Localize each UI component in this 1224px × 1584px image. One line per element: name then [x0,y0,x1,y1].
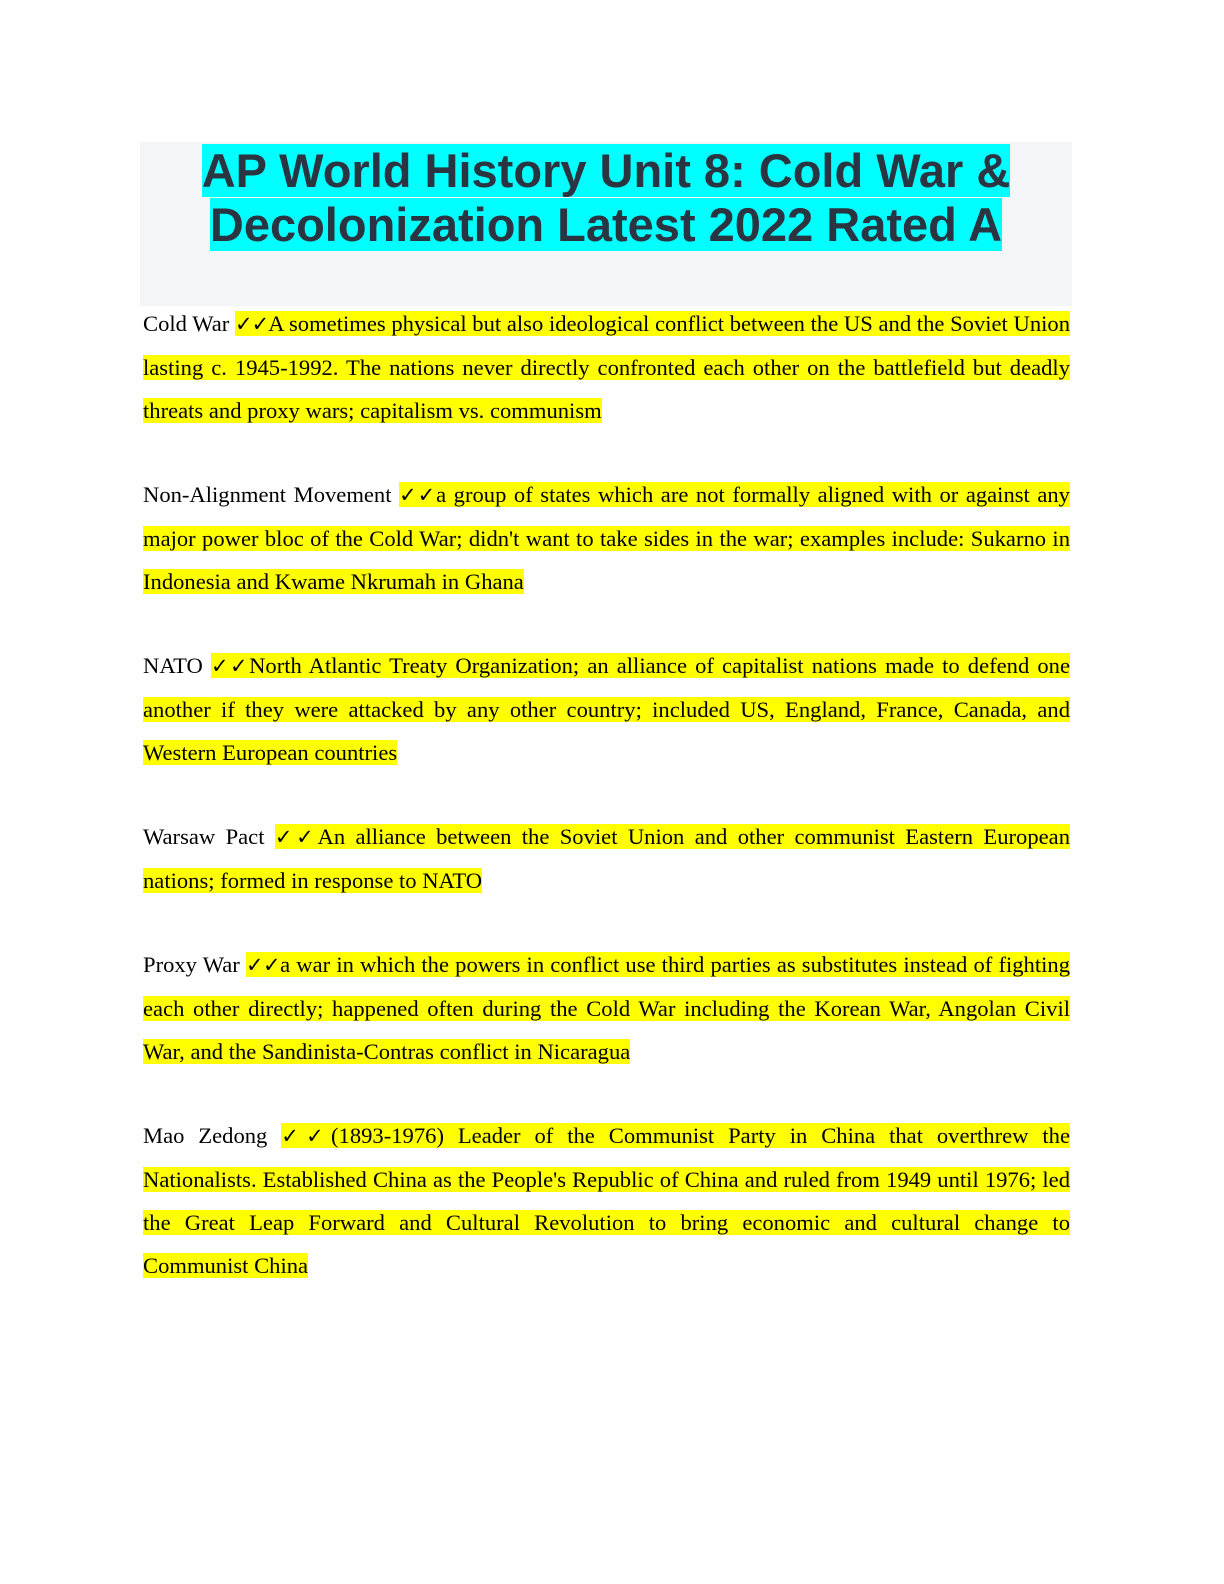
check-mark-icon: ✓✓ [234,312,269,336]
list-item [143,473,1070,603]
flashcard-list [143,302,1070,1328]
definition-text: a war in which the powers in conflict use third parties as substitutes instead of fighting each other directly; happened often during the Cold War including the Korean War, Angolan Civil War, and the Sandinista-Contras conflict in Nicaragua [143,952,1071,1064]
entry-definition [143,1123,1070,1278]
title-line-2: Decolonization Latest 2022 Rated A [209,198,1003,251]
list-item [143,943,1070,1073]
entry-term: Mao Zedong [143,1123,268,1148]
title-block [140,142,1072,306]
definition-text: An alliance between the Soviet Union and other communist Eastern European nations; formed in response to NATO [143,824,1070,893]
entry-definition [143,952,1070,1064]
check-mark-icon: ✓✓ [245,953,281,977]
entry-definition [143,824,1070,893]
list-item [143,644,1070,774]
check-mark-icon: ✓✓ [399,483,437,507]
entry-term: Cold War [143,311,230,336]
definition-text: A sometimes physical but also ideological conflict between the US and the Soviet Union lasting c. 1945-1992. The nations never directly confronted each other on the battlefield but deadly threats and proxy wars; capitalism vs. communism [143,311,1070,423]
definition-text: a group of states which are not formally aligned with or against any major power bloc of the Cold War; didn't want to take sides in the war; examples include: Sukarno in Indonesia and Kwame Nkrumah in Ghana [143,482,1070,594]
entry-definition [143,653,1070,765]
entry-term: Non-Alignment Movement [143,482,392,507]
list-item [143,815,1070,902]
entry-term: Proxy War [143,952,240,977]
entry-term: NATO [143,653,203,678]
definition-text: North Atlantic Treaty Organization; an alliance of capitalist nations made to defend one another if they were attacked by any other country; included US, England, France, Canada, and Western European countries [143,653,1070,765]
definition-text: (1893-1976) Leader of the Communist Party in China that overthrew the Nationalists. Established China as the People's Republic of China and ruled from 1949 until 1976; led the Great Leap Forward and Cultural Revolution to bring economic and cultural change to Communist China [143,1123,1070,1278]
check-mark-icon: ✓✓ [281,1124,332,1148]
entry-term: Warsaw Pact [143,824,265,849]
check-mark-icon: ✓✓ [210,654,250,678]
list-item [143,1114,1070,1287]
title-line-1: AP World History Unit 8: Cold War & [201,144,1011,197]
entry-definition [143,311,1070,423]
check-mark-icon: ✓✓ [274,825,318,849]
document-title [140,142,1072,252]
list-item [143,302,1070,432]
